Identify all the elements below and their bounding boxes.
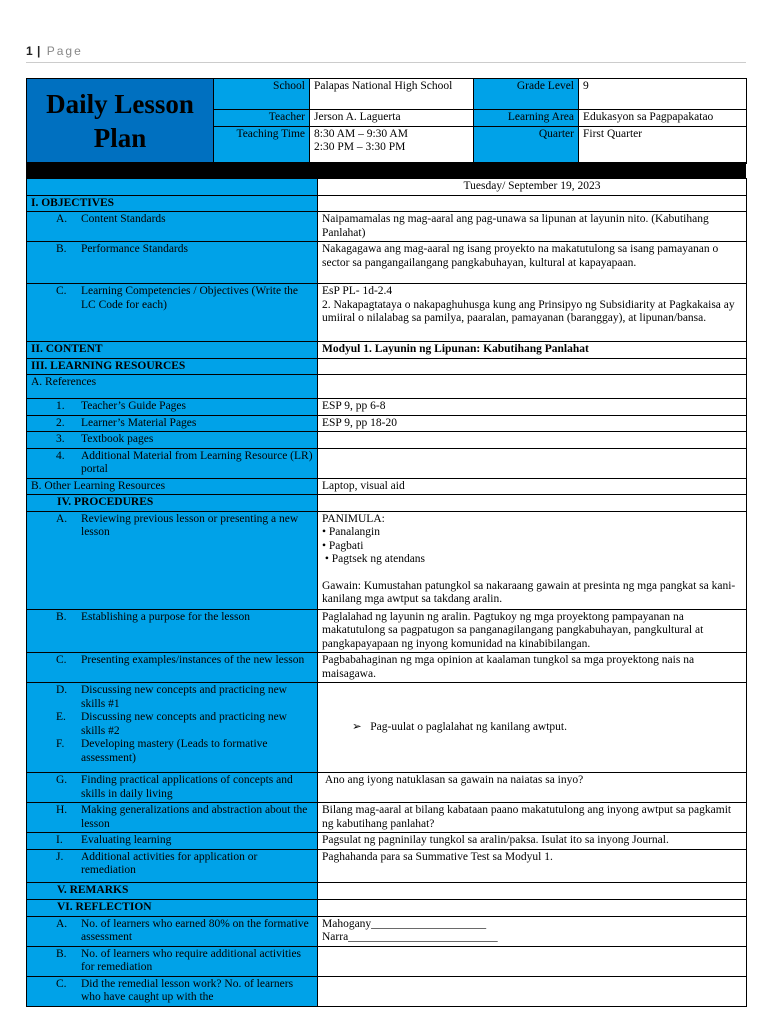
procedure-h-value: Bilang mag-aaral at bilang kabataan paano makatutulong ang inyong awtput sa pagkamit ng kabutihang panlahat? [318, 803, 747, 833]
objective-b: B. Performance Standards [27, 242, 318, 284]
procedure-h: H. Making generalizations and abstraction about the lesson [27, 803, 318, 833]
content-standards-value: Naipamamalas ng mag-aaral ang pag-unawa sa lipunan at layunin nito. (Kabutihang Panlahat) [318, 212, 747, 242]
procedure-b-value: Paglalahad ng layunin ng aralin. Pagtukoy ng mga proyektong pampayanan na makatutulong sa pagpatugon sa panganagilangang pangkabuhayan, pangkultural at pangkapayapaan ng inyong komunidad na kinabibilangan. [318, 609, 747, 653]
procedure-def-value: ➢ Pag-uulat o paglalahat ng kanilang awtput. [318, 683, 747, 773]
objectives-heading: I. OBJECTIVES [27, 195, 318, 212]
content-value: Modyul 1. Layunin ng Lipunan: Kabutihang Panlahat [318, 342, 747, 359]
quarter-value: First Quarter [579, 126, 747, 163]
school-label: School [214, 79, 310, 110]
lesson-table [26, 178, 747, 1007]
procedure-a-value: PANIMULA: • Panalangin • Pagbati • Pagtsek ng atendans Gawain: Kumustahan patungkol sa nakaraang gawain at presinta ng mga pangkat sa kani-kanilang mga awtput sa takdang aralin. [318, 511, 747, 609]
content-heading: II. CONTENT [27, 342, 318, 359]
black-divider [26, 162, 746, 178]
area-label: Learning Area [474, 110, 579, 127]
resources-heading: III. LEARNING RESOURCES [27, 358, 318, 375]
lesson-date: Tuesday/ September 19, 2023 [318, 179, 747, 196]
dlp-title: Daily Lesson Plan [27, 79, 214, 164]
reference-1-value: ESP 9, pp 6-8 [318, 399, 747, 416]
procedure-def: D. Discussing new concepts and practicing new skills #1 E. Discussing new concepts and practicing new skills #2 F. Developing mastery (Leads to formative assessment) [27, 683, 318, 773]
teacher-value: Jerson A. Laguerta [310, 110, 474, 127]
competencies-value: EsP PL- 1d-2.4 2. Nakapagtataya o nakapaghuhusga kung ang Prinsipyo ng Subsidiarity at Pagkakaisa ay umiiral o nilalabag sa pamilya, paaralan, pamayanan (baranggay), at lipunan/bansa. [318, 284, 747, 342]
procedures-heading: IV. PROCEDURES [27, 495, 318, 512]
reference-2-value: ESP 9, pp 18-20 [318, 415, 747, 432]
procedure-c-value: Pagbabahaginan ng mga opinion at kaalaman tungkol sa mga proyektong nais na maisagawa. [318, 653, 747, 683]
reference-3: 3. Textbook pages [27, 432, 318, 449]
page-header: 1 | Page [26, 44, 83, 58]
other-resources-label: B. Other Learning Resources [27, 478, 318, 495]
grade-label: Grade Level [474, 79, 579, 110]
objective-a: A. Content Standards [27, 212, 318, 242]
reference-1: 1. Teacher’s Guide Pages [27, 399, 318, 416]
reflection-a: A. No. of learners who earned 80% on the formative assessment [27, 916, 318, 946]
other-resources-value: Laptop, visual aid [318, 478, 747, 495]
quarter-label: Quarter [474, 126, 579, 163]
time-label: Teaching Time [214, 126, 310, 163]
reflection-c: C. Did the remedial lesson work? No. of learners who have caught up with the [27, 976, 318, 1006]
reference-2: 2. Learner’s Material Pages [27, 415, 318, 432]
procedure-i: I. Evaluating learning [27, 833, 318, 850]
area-value: Edukasyon sa Pagpapakatao [579, 110, 747, 127]
reflection-a-value: Mahogany____________________ Narra__________________________ [318, 916, 747, 946]
header-table [26, 78, 747, 164]
objective-c: C. Learning Competencies / Objectives (Write the LC Code for each) [27, 284, 318, 342]
performance-standards-value: Nakagagawa ang mag-aaral ng isang proyekto na makatutulong sa isang pamayanan o sector sa pangangailangang pangkabuhayan, kultural at kapayapaan. [318, 242, 747, 284]
remarks-heading: V. REMARKS [27, 882, 318, 899]
procedure-i-value: Pagsulat ng pagninilay tungkol sa aralin/paksa. Isulat ito sa inyong Journal. [318, 833, 747, 850]
time-value: 8:30 AM – 9:30 AM 2:30 PM – 3:30 PM [310, 126, 474, 163]
procedure-c: C. Presenting examples/instances of the new lesson [27, 653, 318, 683]
procedure-b: B. Establishing a purpose for the lesson [27, 609, 318, 653]
procedure-g-value: Ano ang iyong natuklasan sa gawain na naiatas sa inyo? [318, 773, 747, 803]
reference-4: 4. Additional Material from Learning Resource (LR) portal [27, 448, 318, 478]
procedure-g: G. Finding practical applications of concepts and skills in daily living [27, 773, 318, 803]
reflection-b: B. No. of learners who require additional activities for remediation [27, 946, 318, 976]
grade-value: 9 [579, 79, 747, 110]
header-rule [26, 62, 746, 63]
arrow-bullet-icon: ➢ [352, 720, 362, 733]
procedure-a: A. Reviewing previous lesson or presenting a new lesson [27, 511, 318, 609]
school-value: Palapas National High School [310, 79, 474, 110]
procedure-j-value: Paghahanda para sa Summative Test sa Modyul 1. [318, 849, 747, 882]
reflection-heading: VI. REFLECTION [27, 899, 318, 916]
procedure-j: J. Additional activities for application or remediation [27, 849, 318, 882]
teacher-label: Teacher [214, 110, 310, 127]
references-heading: A. References [27, 375, 318, 399]
